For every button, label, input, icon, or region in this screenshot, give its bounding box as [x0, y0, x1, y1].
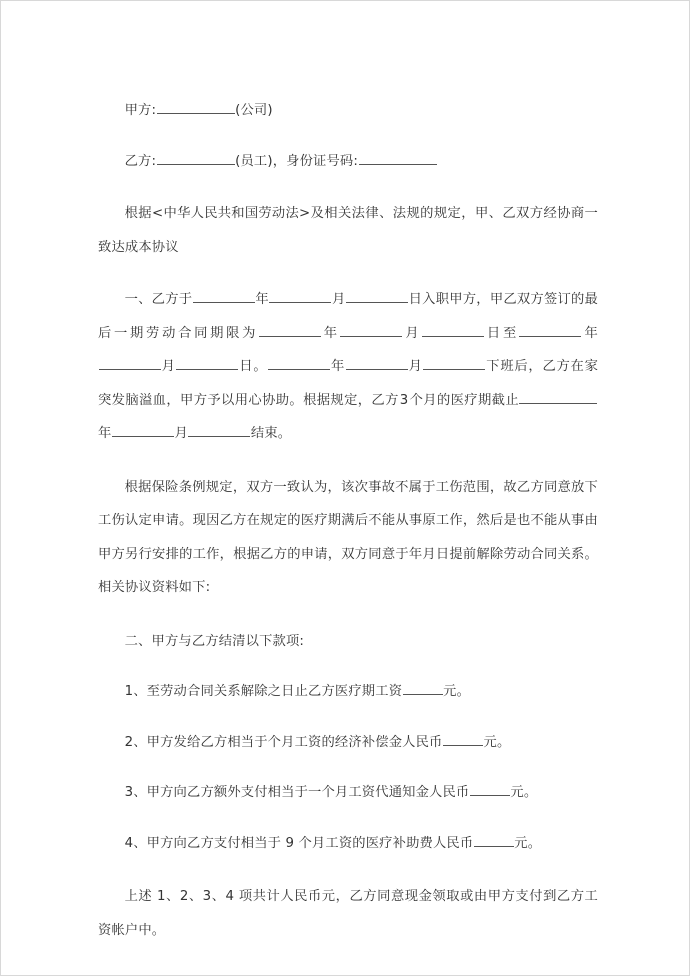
spacer: [98, 451, 598, 471]
party-b-suffix: (员工)，身份证号码:: [235, 153, 359, 169]
payment-item: [98, 726, 598, 760]
clause-one-seg-3: 至: [502, 325, 519, 341]
hire-year-blank[interactable]: [193, 289, 255, 303]
spacer: [98, 658, 598, 675]
payment-item-text: 甲方发给乙方相当于个月工资的经济补偿金人民币: [146, 734, 443, 750]
clause-one-seg-2: 入职甲方，甲乙双方签订的最后一期劳动合同期限为: [98, 292, 599, 341]
unit-day: 日: [238, 359, 254, 374]
payment-amount-blank[interactable]: [474, 833, 514, 847]
clause-two-heading: [98, 625, 598, 659]
payment-item-text: 至劳动合同关系解除之日止乙方医疗期工资: [146, 684, 403, 699]
unit-month: 月: [174, 426, 188, 441]
payment-amount-blank[interactable]: [403, 681, 443, 695]
spacer: [98, 759, 598, 776]
clause-one-seg-5: 下班后，乙方在家突发脑溢血，甲方予以用心协助。根据规定，乙方: [98, 359, 599, 408]
clause-one-seg-7: 结束。: [250, 426, 292, 441]
payment-amount-blank[interactable]: [470, 782, 510, 796]
contract-start-day-blank[interactable]: [422, 323, 484, 337]
preamble-paragraph: [98, 197, 598, 264]
payment-item-unit: 元。: [483, 734, 511, 750]
spacer: [98, 709, 598, 726]
contract-end-year-blank[interactable]: [519, 323, 581, 337]
medical-end-year-blank[interactable]: [519, 390, 597, 404]
spacer: [98, 860, 598, 880]
summary-paragraph: 上述 1、2、3、4 项共计人民币元，乙方同意现金领取或由甲方支付到乙方工资帐户中。: [98, 889, 598, 938]
preamble-open-bracket: <: [152, 206, 164, 221]
payment-item: [98, 776, 598, 810]
preamble-close-bracket: >: [299, 206, 311, 221]
party-a-suffix: (公司): [235, 103, 273, 118]
contract-end-month-blank[interactable]: [99, 356, 161, 370]
payment-item-number: 2、: [124, 734, 147, 750]
clause-one-marker: 一、: [124, 292, 152, 307]
clause-one-seg-6: 个月的医疗期截止: [409, 392, 519, 408]
spacer: [98, 178, 598, 197]
insurance-clause-paragraph: 根据保险条例规定，双方一致认为，该次事故不属于工伤范围，故乙方同意放下工伤认定申请。现因乙方在规定的医疗期满后不能从事原工作，然后是也不能从事由甲方另行安排的工作，根据乙方的申请，双方同意于年月日提前解除劳动合同关系。相关协议资料如下:: [98, 479, 598, 595]
spacer: [98, 264, 598, 283]
clause-one-paragraph: [98, 283, 598, 451]
spacer: [98, 128, 598, 145]
medical-months-count: 3: [399, 392, 409, 408]
party-b-line: [98, 145, 598, 179]
party-a-line: [98, 94, 598, 128]
payment-item: [98, 827, 598, 861]
clause-one-seg-4: 。: [253, 359, 268, 374]
payment-item-number: 4、: [124, 835, 147, 851]
unit-month: 月: [408, 359, 423, 374]
incident-month-blank[interactable]: [346, 356, 408, 370]
preamble-before-law: 根据: [124, 206, 152, 221]
unit-day: 日: [408, 292, 423, 307]
payment-item-number: 1、: [124, 684, 147, 699]
unit-year: 年: [321, 325, 340, 341]
unit-month: 月: [331, 292, 346, 307]
payment-item-number: 3、: [124, 785, 147, 800]
incident-year-blank[interactable]: [268, 356, 330, 370]
hire-day-blank[interactable]: [346, 289, 408, 303]
payment-amount-blank[interactable]: [443, 732, 483, 746]
unit-month: 月: [402, 325, 422, 341]
unit-year: 年: [581, 325, 599, 341]
contract-start-year-blank[interactable]: [259, 323, 321, 337]
party-a-label: 甲方:: [124, 103, 157, 118]
payment-item-unit: 元。: [443, 684, 471, 699]
unit-year: 年: [255, 292, 269, 307]
spacer: [98, 810, 598, 827]
hire-month-blank[interactable]: [269, 289, 331, 303]
law-name: 中华人民共和国劳动法: [163, 206, 300, 221]
party-b-label: 乙方:: [124, 153, 157, 169]
payment-item-unit: 元。: [510, 785, 538, 800]
payment-item-text: 甲方向乙方支付相当于 9 个月工资的医疗补助费人民币: [146, 835, 474, 851]
clause-two-title: 甲方与乙方结清以下款项:: [151, 633, 305, 649]
payment-item-text: 甲方向乙方额外支付相当于一个月工资代通知金人民币: [146, 785, 470, 800]
contract-end-day-blank[interactable]: [176, 356, 238, 370]
contract-start-month-blank[interactable]: [340, 323, 402, 337]
document-body: [98, 94, 598, 947]
clause-two-marker: 二、: [124, 633, 152, 649]
party-b-blank[interactable]: [157, 151, 235, 165]
party-b-id-blank[interactable]: [359, 151, 437, 165]
spacer: [98, 605, 598, 625]
unit-year: 年: [98, 426, 112, 441]
payment-item: [98, 675, 598, 709]
unit-day: 日: [484, 325, 503, 341]
party-a-blank[interactable]: [157, 100, 235, 114]
unit-year: 年: [330, 359, 346, 374]
medical-end-day-blank[interactable]: [188, 423, 250, 437]
clause-one-seg-1: 乙方于: [151, 292, 193, 307]
medical-end-month-blank[interactable]: [112, 423, 174, 437]
incident-day-blank[interactable]: [423, 356, 485, 370]
preamble-after-law: 及相关法律、法规的规定，甲、乙双方经协商一致达成本协议: [98, 206, 598, 255]
payment-item-unit: 元。: [514, 835, 542, 851]
unit-month: 月: [161, 359, 176, 374]
